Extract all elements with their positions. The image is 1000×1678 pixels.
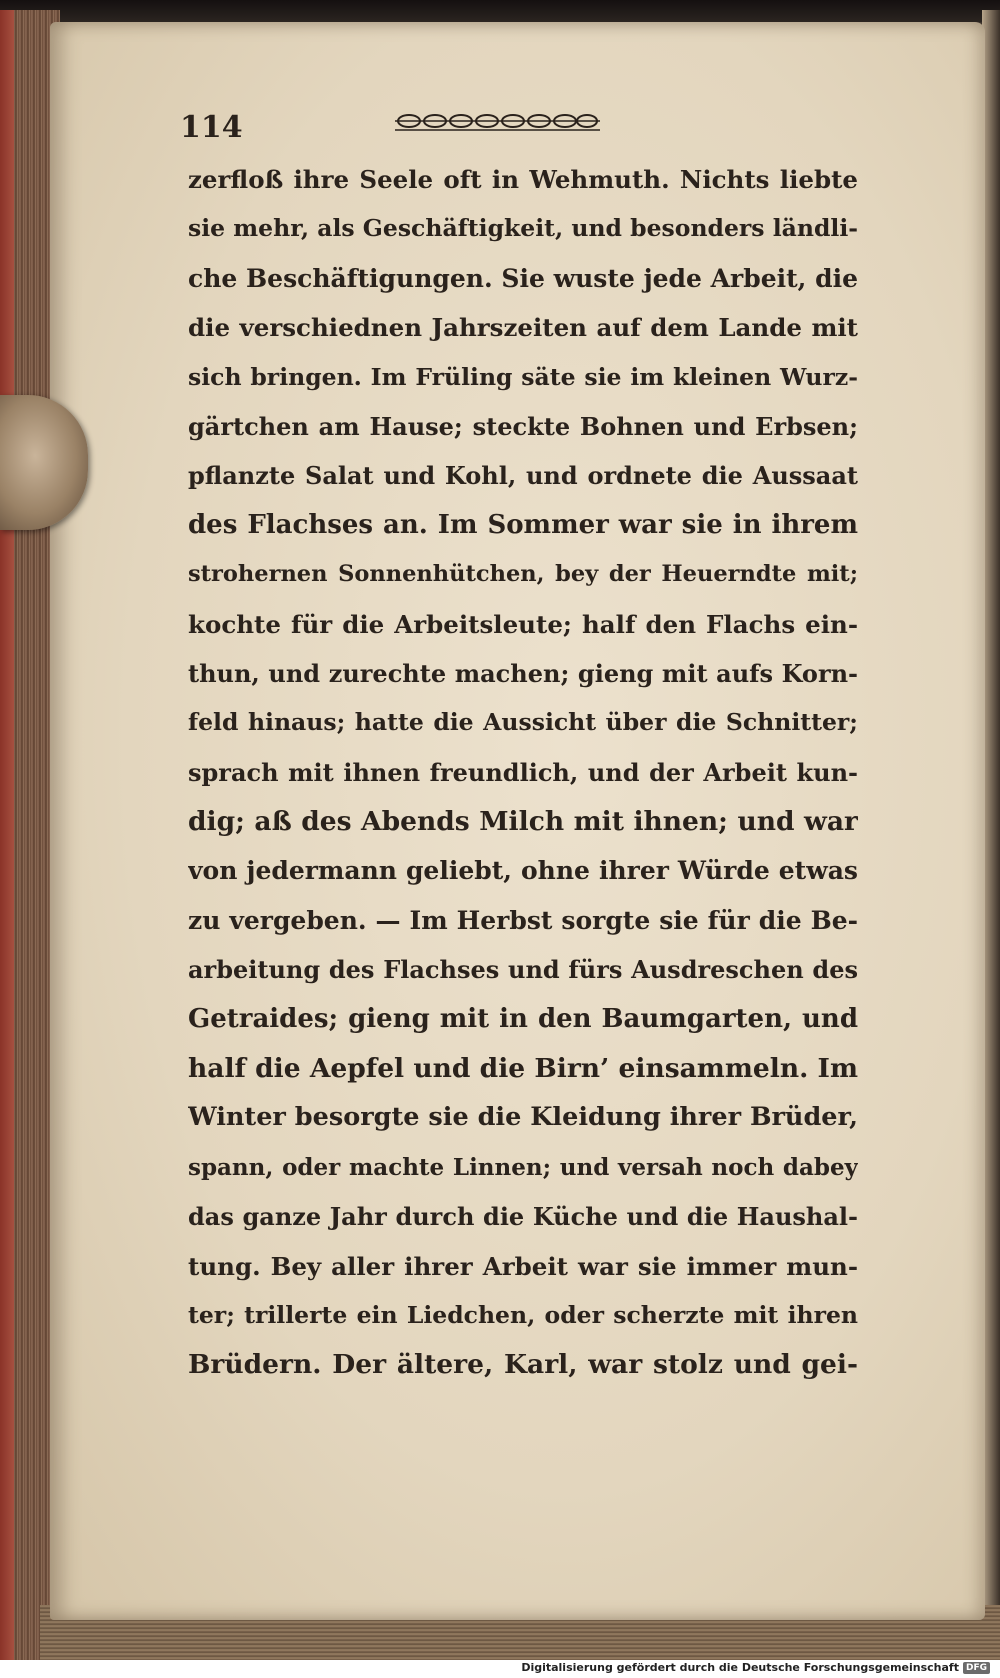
- scan-top-shadow: [0, 0, 1000, 22]
- text-line: che Beschäftigungen. Sie wuste jede Arbeit, die: [188, 263, 858, 293]
- text-line: zerfloß ihre Seele oft in Wehmuth. Nichts liebte: [188, 165, 858, 194]
- header-ornament-icon: [395, 110, 600, 132]
- book-red-edge: [0, 10, 14, 1660]
- text-line: dig; aß des Abends Milch mit ihnen; und war: [188, 806, 858, 838]
- credit-text: Digitalisierung gefördert durch die Deutsche Forschungsgemeinschaft: [521, 1661, 959, 1674]
- text-line: thun, und zurechte machen; gieng mit aufs Korn-: [188, 658, 858, 688]
- text-line: von jedermann geliebt, ohne ihrer Würde etwas: [188, 856, 858, 886]
- text-line: das ganze Jahr durch die Küche und die Haushal-: [188, 1202, 858, 1232]
- digitization-credit: [521, 1661, 990, 1674]
- text-line: feld hinaus; hatte die Aussicht über die Schnitter;: [188, 708, 858, 737]
- text-line: sprach mit ihnen freundlich, und der Arbeit kun-: [188, 757, 858, 787]
- text-line: Brüdern. Der ältere, Karl, war stolz und gei-: [188, 1349, 858, 1381]
- text-line: arbeitung des Flachses und fürs Ausdreschen des: [188, 955, 858, 985]
- text-line: sie mehr, als Geschäftigkeit, und besonders ländli-: [188, 214, 858, 243]
- text-line: gärtchen am Hause; steckte Bohnen und Erbsen;: [188, 411, 858, 441]
- text-line: spann, oder machte Linnen; und versah noch dabey: [188, 1153, 858, 1181]
- text-line: kochte für die Arbeitsleute; half den Flachs ein-: [188, 609, 858, 639]
- text-line: tung. Bey aller ihrer Arbeit war sie immer mun-: [188, 1251, 858, 1281]
- text-line: des Flachses an. Im Sommer war sie in ihrem: [188, 509, 858, 540]
- text-line: pflanzte Salat und Kohl, und ordnete die Aussaat: [188, 461, 858, 491]
- text-line: strohernen Sonnenhütchen, bey der Heuerndte mit;: [188, 561, 858, 588]
- text-line: sich bringen. Im Früling säte sie im kleinen Wurz-: [188, 362, 858, 391]
- text-line: half die Aepfel und die Birn’ einsammeln. Im: [188, 1053, 858, 1085]
- text-line: Winter besorgte sie die Kleidung ihrer Brüder,: [188, 1102, 858, 1133]
- page-text: [188, 155, 858, 1390]
- text-line: Getraides; gieng mit in den Baumgarten, und: [188, 1003, 858, 1034]
- text-line: zu vergeben. — Im Herbst sorgte sie für die Be-: [188, 905, 858, 935]
- dfg-logo-icon: DFG: [963, 1662, 990, 1674]
- text-line: die verschiednen Jahrszeiten auf dem Lande mit: [188, 313, 858, 343]
- page-number: 114: [180, 110, 243, 145]
- text-line: ter; trillerte ein Liedchen, oder scherzte mit ihren: [188, 1300, 858, 1329]
